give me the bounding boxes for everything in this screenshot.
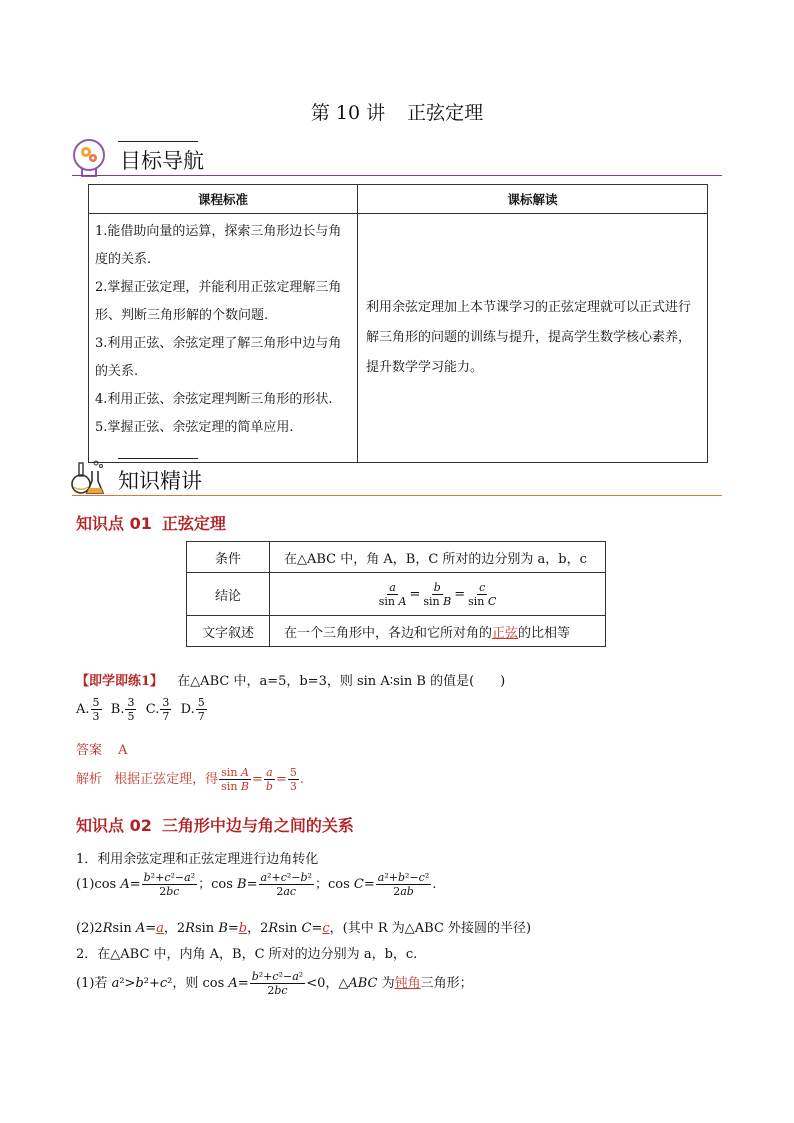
interpretation-cell: 利用余弦定理加上本节课学习的正弦定理就可以正式进行解三角形的问题的训练与提升，提高学生数学核心素养，提升数学学习能力。: [358, 214, 708, 463]
brain-gears-icon: [72, 138, 108, 178]
section-heading-goals: 目标导航: [120, 149, 204, 173]
relation-line-2: 2．在△ABC 中，内角 A，B，C 所对的边分别为 a，b，c.: [76, 947, 418, 962]
knowledge-point-name: 三角形中边与角之间的关系: [161, 816, 354, 835]
standards-cell: [89, 214, 358, 463]
obtuse-keyword: 钝角: [394, 976, 421, 991]
conclusion-formula: $\frac{a}{\text{sin A}}$ = $\frac{b}{\text{sin B}}$ = $\frac{c}{\text{sin C}}$: [270, 573, 606, 616]
description-value: [270, 616, 606, 647]
sine-law-table: [186, 541, 606, 647]
cosine-formulas: (1)cos A= $\frac{\text{b²+c²−a²}}{2bc}$ ；cos B= $\frac{\text{a²+c²−b²}}{2ac}$ ；cos C= $\frac{\text{a²+b²−c²}}{2ab}$ .: [76, 871, 437, 898]
condition-value: 在△ABC 中，角 A，B，C 所对的边分别为 a，b，c: [270, 542, 606, 573]
radius-relations: (2)2Rsin A=a，2Rsin B=b，2Rsin C=c，(其中 R 为△ABC 外接圆的半径): [76, 921, 532, 936]
obtuse-condition: (1)若 a²>b²+c²，则 cos A= $\frac{\text{b²+c²−a²}}{2bc}$ <0，△ABC 为钝角三角形；: [76, 970, 473, 997]
page-title: [0, 98, 794, 125]
description-label: 文字叙述: [187, 616, 270, 647]
lecture-topic: 正弦定理: [407, 102, 484, 124]
answer-line: [76, 739, 128, 758]
standard-item: 3.利用正弦、余弦定理了解三角形中边与角的关系.: [95, 336, 342, 379]
practice-question-text: 在△ABC 中，a=5，b=3，则 sin A∶sin B 的值是( ): [177, 674, 506, 689]
analysis-label: 解析: [76, 772, 103, 787]
answer-value: A: [118, 743, 128, 758]
condition-label: 条件: [187, 542, 270, 573]
practice-tag: 【即学即练1】: [76, 674, 164, 689]
description-keyword: 正弦: [492, 625, 519, 641]
table-header-standards: 课程标准: [89, 185, 358, 214]
knowledge-point-1: [76, 511, 226, 534]
analysis-line: 解析 根据正弦定理，得 $\frac{\text{sin A}}{\text{sin B}}$ = $\frac{a}{b}$ = $\frac{5}{3}$ .: [76, 766, 305, 793]
knowledge-point-2: [76, 813, 354, 836]
standard-item: 5.掌握正弦、余弦定理的简单应用.: [95, 420, 294, 435]
section-top-rule: [118, 141, 198, 142]
flask-icon: [70, 457, 106, 497]
section-top-rule: [118, 458, 198, 459]
standard-item: 2.掌握正弦定理，并能利用正弦定理解三角形、判断三角形解的个数问题.: [95, 280, 342, 323]
practice-options: A. $\frac{5}{3}$ B. $\frac{3}{5}$ C. $\frac{3}{7}$ D. $\frac{5}{7}$: [76, 696, 205, 723]
standard-item: 1.能借助向量的运算，探索三角形边长与角度的关系.: [95, 224, 342, 267]
conclusion-label: 结论: [187, 573, 270, 616]
practice-question: [76, 670, 505, 689]
standard-item: 4.利用正弦、余弦定理判断三角形的形状.: [95, 392, 333, 407]
lecture-number: 第 10 讲: [310, 102, 386, 124]
description-text: 在一个三角形中，各边和它所对角的: [284, 625, 493, 641]
section-heading-knowledge: 知识精讲: [118, 469, 202, 493]
relation-line-1: 1．利用余弦定理和正弦定理进行边角转化: [76, 852, 319, 867]
obtuse-tail: 三角形；: [420, 976, 473, 991]
table-header-interpretation: 课标解读: [358, 185, 708, 214]
radius-note: ，(其中 R 为△ABC 外接圆的半径): [329, 921, 532, 936]
section-rule-orange: [72, 495, 722, 496]
knowledge-point-number: 知识点 01: [76, 514, 152, 533]
section-rule-purple: [72, 175, 722, 176]
curriculum-table: [88, 184, 708, 463]
description-text-end: 的比相等: [518, 625, 571, 641]
knowledge-point-name: 正弦定理: [161, 514, 226, 533]
knowledge-point-number: 知识点 02: [76, 816, 152, 835]
answer-label: 答案: [76, 743, 103, 758]
